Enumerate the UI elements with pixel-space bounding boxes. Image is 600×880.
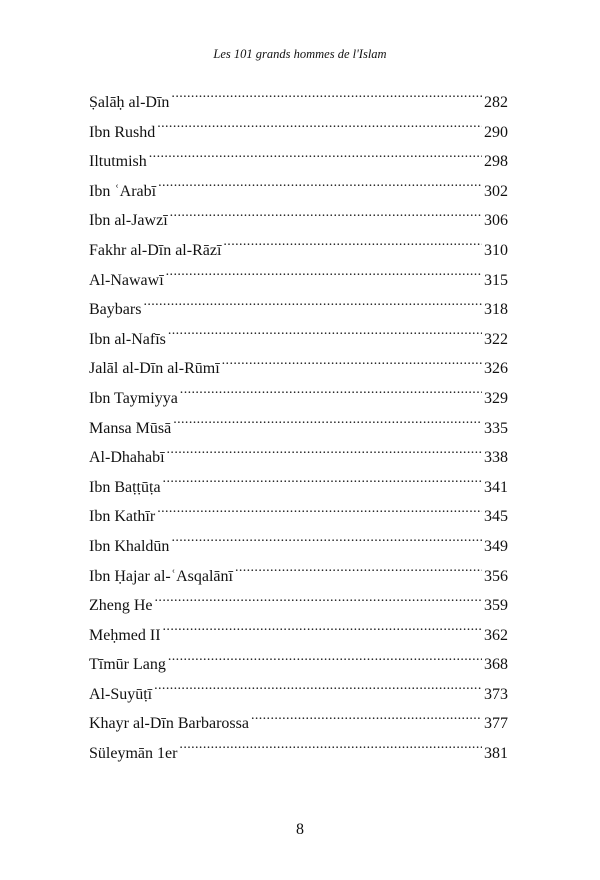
toc-entry-title: Al-Dhahabī xyxy=(89,449,165,467)
toc-entry[interactable] xyxy=(89,118,508,148)
toc-entry-page: 356 xyxy=(484,567,508,585)
toc-entry[interactable] xyxy=(89,502,508,532)
toc-entry-title: Ibn Khaldūn xyxy=(89,537,170,555)
toc-entry-page: 290 xyxy=(484,123,508,141)
toc-entry-title: Al-Suyūṭī xyxy=(89,685,153,703)
toc-entry-page: 298 xyxy=(484,153,508,171)
toc-entry-title: Mansa Mūsā xyxy=(89,419,172,437)
toc-entry-page: 381 xyxy=(484,745,508,763)
toc-entry[interactable] xyxy=(89,88,508,118)
dot-leader xyxy=(180,387,482,403)
toc-entry-title: Ibn Taymiyya xyxy=(89,389,178,407)
toc-entry[interactable] xyxy=(89,206,508,236)
dot-leader xyxy=(166,269,482,285)
toc-entry-title: Zheng He xyxy=(89,597,153,615)
toc-entry-title: Ibn Kathīr xyxy=(89,508,156,526)
dot-leader xyxy=(154,683,482,699)
dot-leader xyxy=(170,209,482,225)
toc-entry-page: 282 xyxy=(484,94,508,111)
dot-leader xyxy=(173,417,482,433)
dot-leader xyxy=(167,446,482,462)
toc-entry[interactable] xyxy=(89,147,508,177)
toc-entry-page: 345 xyxy=(484,508,508,526)
dot-leader xyxy=(157,121,482,137)
toc-entry-page: 306 xyxy=(484,212,508,230)
toc-entry-page: 349 xyxy=(484,537,508,555)
toc-entry[interactable] xyxy=(89,621,508,651)
toc-entry-page: 368 xyxy=(484,656,508,674)
toc-entry-title: Ibn Baṭṭūṭa xyxy=(89,478,161,496)
toc-entry-title: Baybars xyxy=(89,301,142,319)
dot-leader xyxy=(158,180,482,196)
toc-entry[interactable] xyxy=(89,177,508,207)
toc-entry-page: 302 xyxy=(484,182,508,200)
toc-entry-page: 373 xyxy=(484,685,508,703)
toc-entry-title: Khayr al-Dīn Barbarossa xyxy=(89,715,249,733)
toc-entry-page: 359 xyxy=(484,597,508,615)
toc-entry-title: Al-Nawawī xyxy=(89,271,164,289)
toc-entry-page: 341 xyxy=(484,478,508,496)
toc-entry-title: Fakhr al-Dīn al-Rāzī xyxy=(89,241,222,259)
toc-entry-title: Meḥmed II xyxy=(89,626,161,644)
toc-entry[interactable] xyxy=(89,650,508,680)
toc-entry-title: Ibn al-Jawzī xyxy=(89,212,168,230)
toc-entry[interactable] xyxy=(89,709,508,739)
toc-entry[interactable] xyxy=(89,532,508,562)
dot-leader xyxy=(168,653,482,669)
toc-entry-page: 318 xyxy=(484,301,508,319)
toc-entry-title: Ibn Ḥajar al-ʿAsqalānī xyxy=(89,567,233,585)
toc-entry-page: 315 xyxy=(484,271,508,289)
dot-leader xyxy=(163,476,482,492)
toc-entry[interactable] xyxy=(89,562,508,592)
toc-entry-title: Ibn Rushd xyxy=(89,123,156,141)
dot-leader xyxy=(149,150,482,166)
dot-leader xyxy=(251,712,482,728)
dot-leader xyxy=(163,624,482,640)
toc-entry[interactable] xyxy=(89,739,508,769)
dot-leader xyxy=(143,298,482,314)
toc-entry-page: 326 xyxy=(484,360,508,378)
toc-entry[interactable] xyxy=(89,384,508,414)
toc-entry[interactable] xyxy=(89,473,508,503)
dot-leader xyxy=(223,239,482,255)
toc-entry-title: Ṣalāḥ al-Dīn xyxy=(89,94,170,111)
toc-entry[interactable] xyxy=(89,266,508,296)
dot-leader xyxy=(171,535,482,551)
toc-entry-page: 335 xyxy=(484,419,508,437)
toc-entry[interactable] xyxy=(89,236,508,266)
toc-entry-page: 310 xyxy=(484,241,508,259)
toc-entry-title: Ibn al-Nafīs xyxy=(89,330,166,348)
toc-entry-page: 377 xyxy=(484,715,508,733)
dot-leader xyxy=(171,91,482,107)
dot-leader xyxy=(222,357,482,373)
dot-leader xyxy=(155,594,482,610)
toc-entry-title: Iltutmish xyxy=(89,153,147,171)
toc-entry[interactable] xyxy=(89,591,508,621)
toc-entry-page: 329 xyxy=(484,389,508,407)
toc-entry[interactable] xyxy=(89,443,508,473)
toc-entry-page: 322 xyxy=(484,330,508,348)
toc-entry[interactable] xyxy=(89,680,508,710)
toc-entry-title: Tīmūr Lang xyxy=(89,656,166,674)
table-of-contents xyxy=(89,88,508,769)
toc-entry-title: Jalāl al-Dīn al-Rūmī xyxy=(89,360,220,378)
toc-entry[interactable] xyxy=(89,295,508,325)
toc-entry[interactable] xyxy=(89,354,508,384)
dot-leader xyxy=(235,565,482,581)
toc-entry[interactable] xyxy=(89,325,508,355)
dot-leader xyxy=(157,505,482,521)
dot-leader xyxy=(168,328,482,344)
toc-entry-title: Süleymān 1er xyxy=(89,745,178,763)
toc-entry[interactable] xyxy=(89,414,508,444)
page-number: 8 xyxy=(296,821,304,838)
toc-entry-page: 362 xyxy=(484,626,508,644)
toc-entry-page: 338 xyxy=(484,449,508,467)
toc-entry-title: Ibn ʿArabī xyxy=(89,182,157,200)
dot-leader xyxy=(179,742,482,758)
running-header: Les 101 grands hommes de l'Islam xyxy=(213,47,387,61)
